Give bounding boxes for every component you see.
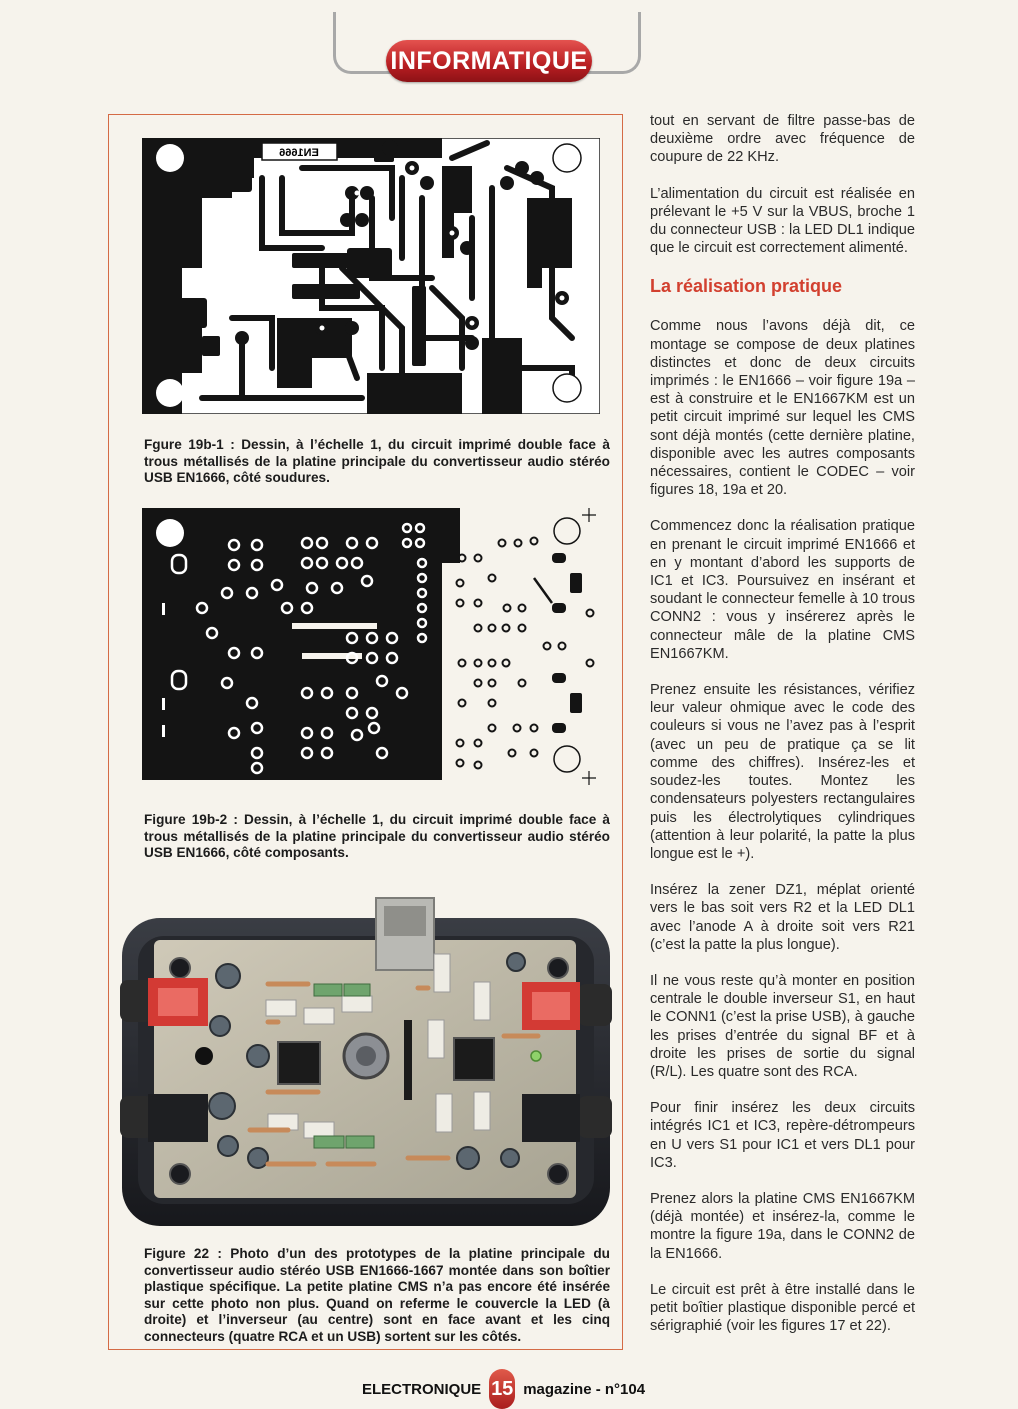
paragraph: Il ne vous reste qu’à monter en position centrale le double inverseur S1, en haut le CONN1 (c’est la prise USB), à gauche les prises d’entrée du signal BF et à droite les prises de sortie du signal (R/L). Les quatre sont des RCA. <box>650 972 915 1080</box>
board-label: EN1666 <box>279 147 319 159</box>
section-heading: La réalisation pratique <box>650 276 843 297</box>
prototype-photo-figure <box>118 896 614 1232</box>
page-number: 15 <box>489 1369 515 1409</box>
figure-22-caption: Figure 22 : Photo d’un des prototypes de la platine principale du convertisseur audio stéréo USB EN1666-1667 montée dans son boîtier plastique spécifique. La petite platine CMS n’a pas encore été insérée sur cette photo non plus. Quand on referme le couvercle la LED (à droite) et l’inverseur (au centre) sont en face avant et les cinq connecteurs (quatre RCA et un USB) sortent sur les côtés. <box>144 1246 610 1344</box>
page-footer <box>362 1372 645 1406</box>
paragraph: Prenez alors la platine CMS EN1667KM (déjà montée) et insérez-la, comme le montre la figure 19a, dans le CONN2 de la EN1666. <box>650 1190 915 1262</box>
footer-magazine-name: ELECTRONIQUE <box>362 1380 482 1398</box>
figure-19b1-caption: Fgure 19b-1 : Dessin, à l’échelle 1, du circuit imprimé double face à trous métallisés de la platine principale du convertisseur audio stéréo USB EN1666, côté soudures. <box>144 437 610 485</box>
section-tab: INFORMATIQUE <box>386 40 592 82</box>
paragraph: L’alimentation du circuit est réalisée en prélevant le +5 V sur la VBUS, broche 1 du connecteur USB : la LED DL1 indique que le circuit est correctement alimenté. <box>650 185 915 257</box>
paragraph: Commencez donc la réalisation pratique en prenant le circuit imprimé EN1666 et en y montant d’abord les supports de IC1 et IC3. Poursuivez en insérant et soudant le connecteur femelle à 10 trous CONN2 : vous y insérerez après le connecteur mâle de la platine CMS EN1667KM. <box>650 518 915 662</box>
pcb-solder-side-figure <box>142 138 600 414</box>
paragraph: Comme nous l’avons déjà dit, ce montage se compose de deux platines distinctes et donc de deux circuits imprimés : le EN1666 – voir figure 19a – est à construire et le EN1667KM est un petit circuit imprimé sur lequel les CMS sont déjà montés (cette dernière platine, disponible avec les autres composants nécessaires, contient le CODEC – voir figures 18, 19a et 20. <box>650 318 915 499</box>
paragraph: tout en servant de filtre passe-bas de deuxième ordre avec fréquence de coupure de 22 KHz. <box>650 113 915 166</box>
paragraph: Le circuit est prêt à être installé dans le petit boîtier plastique disponible percé et sérigraphié (voir les figures 17 et 22). <box>650 1281 915 1335</box>
paragraph: Pour finir insérez les deux circuits intégrés IC1 et IC3, repère-détrompeurs en U vers S1 pour IC1 et vers DL1 pour IC3. <box>650 1100 915 1171</box>
paragraph: Insérez la zener DZ1, méplat orienté vers le bas soit vers R2 et la LED DL1 avec l’anode A à droite soit vers R21 (c’est la patte la plus longue). <box>650 882 915 953</box>
figure-19b2-caption: Figure 19b-2 : Dessin, à l’échelle 1, du circuit imprimé double face à trous métallisés de la platine principale du convertisseur audio stéréo USB EN1666, côté composants. <box>144 812 610 860</box>
paragraph: Prenez ensuite les résistances, vérifiez leur valeur ohmique avec le code des couleurs si vous ne l’avez pas à l’esprit (avec un peu de pratique ça se lit comme des chiffres). Insérez-les et soudez-les toutes. Montez les condensateurs polyesters rectangulaires puis les électrolytiques cylindriques (attention à leur polarité, la patte la plus longue est le +). <box>650 682 915 862</box>
pcb-component-side-figure <box>142 503 604 791</box>
footer-issue: magazine - n°104 <box>523 1380 646 1398</box>
article-column <box>650 112 915 1353</box>
